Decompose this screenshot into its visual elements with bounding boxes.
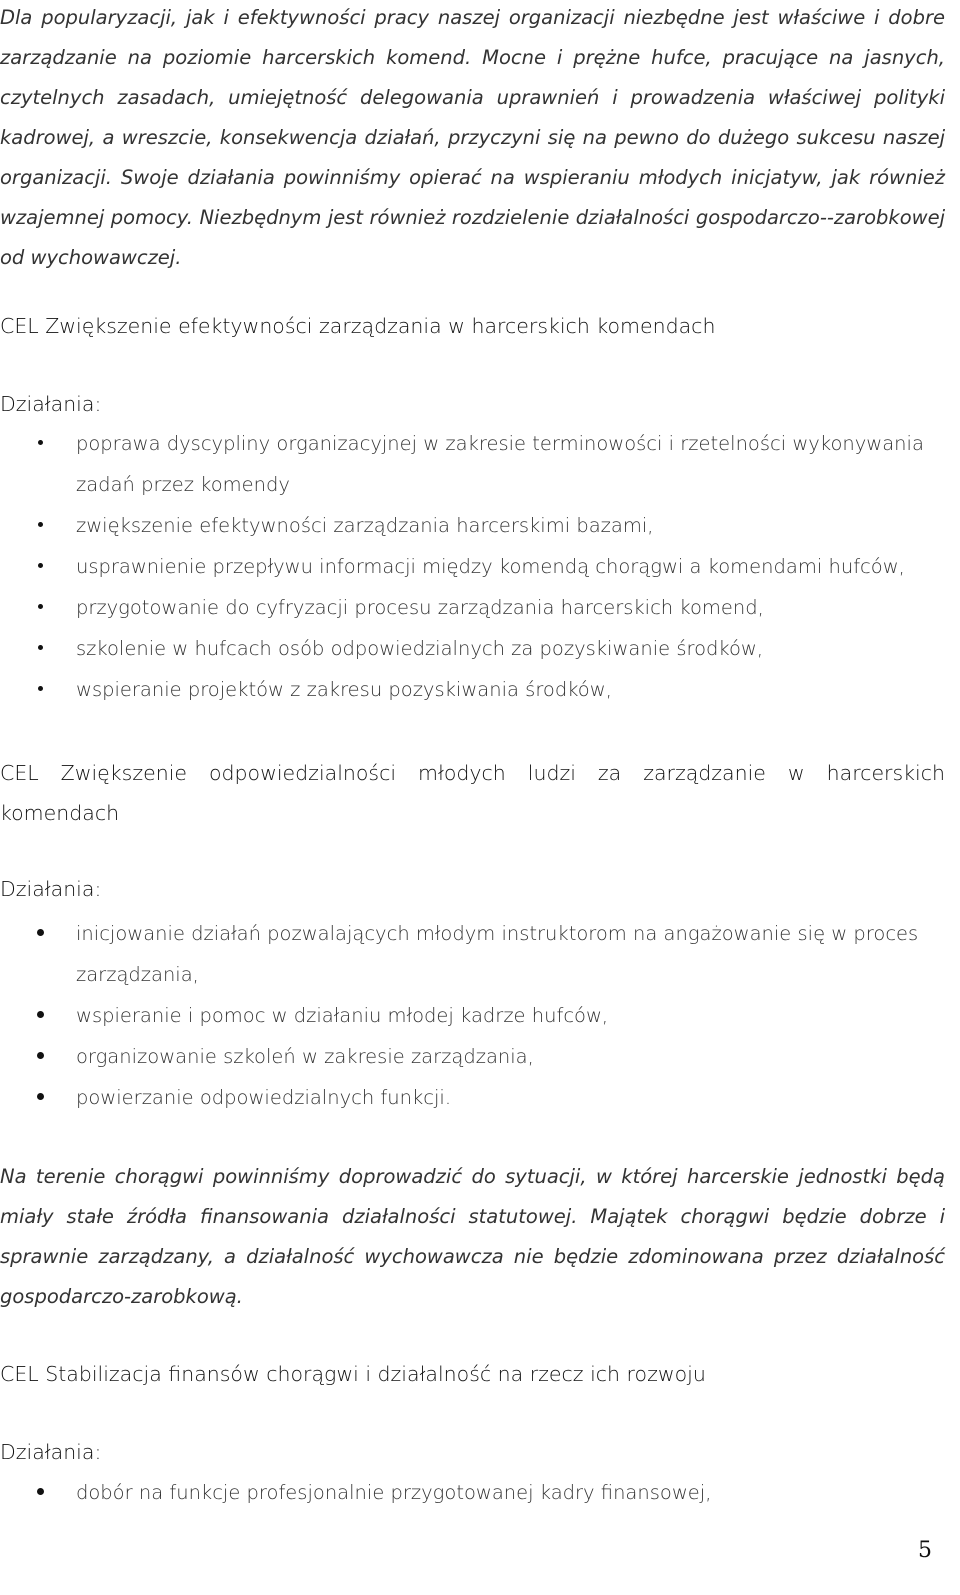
list-item: powierzanie odpowiedzialnych funkcji.: [0, 1077, 945, 1118]
list-item: wspieranie i pomoc w działaniu młodej kadrze hufców,: [0, 995, 945, 1036]
list-item: zwiększenie efektywności zarządzania harcerskimi bazami,: [0, 505, 945, 546]
actions-label: Działania:: [0, 877, 102, 901]
list-item: inicjowanie działań pozwalających młodym instruktorom na angażowanie się w proces zarządzania,: [0, 913, 945, 995]
section-heading: CEL Zwiększenie efektywności zarządzania w harcerskich komendach: [0, 314, 716, 338]
list-item: usprawnienie przepływu informacji między komendą chorągwi a komendami hufców,: [0, 546, 945, 587]
list-item: przygotowanie do cyfryzacji procesu zarządzania harcerskich komend,: [0, 587, 945, 628]
bullet-icon: [37, 1011, 44, 1018]
list-item: poprawa dyscypliny organizacyjnej w zakresie terminowości i rzetelności wykonywania zadań przez komendy: [0, 423, 945, 505]
bullet-icon: [38, 686, 43, 691]
bullet-icon: [38, 645, 43, 650]
bullet-icon: [38, 563, 43, 568]
bullet-icon: [37, 1093, 44, 1100]
intro-paragraph: Dla popularyzacji, jak i efektywności pracy naszej organizacji niezbędne jest właściwe i dobre zarządzanie na poziomie harcerskich komend. Mocne i prężne hufce, pracujące na jasnych, czytelnych zasadach, umiejętność delegowania uprawnień i prowadzenia właściwej polityki kadrowej, a wreszcie, konsekwencja działań, przyczyni się na pewno do dużego sukcesu naszej organizacji. Swoje działania powinniśmy opierać na wspieraniu młodych inicjatyw, jak również wzajemnej pomocy. Niezbędnym jest również rozdzielenie działalności gospodarczo--zarobkowej od wychowawczej.: [0, 6, 945, 269]
actions-label: Działania:: [0, 392, 102, 416]
bullet-icon: [37, 1488, 44, 1495]
bullet-icon: [37, 1052, 44, 1059]
list-item: wspieranie projektów z zakresu pozyskiwania środków,: [0, 669, 945, 710]
bullet-icon: [38, 522, 43, 527]
list-item: szkolenie w hufcach osób odpowiedzialnych za pozyskiwanie środków,: [0, 628, 945, 669]
page-number: 5: [918, 1538, 932, 1563]
section-heading: CEL Stabilizacja finansów chorągwi i działalność na rzecz ich rozwoju: [0, 1362, 706, 1386]
actions-list: [0, 423, 945, 710]
section-heading: CEL Zwiększenie odpowiedzialności młodych ludzi za zarządzanie w harcerskich komendach: [0, 761, 945, 825]
bullet-icon: [38, 440, 43, 445]
list-item: organizowanie szkoleń w zakresie zarządzania,: [0, 1036, 945, 1077]
bullet-icon: [37, 929, 44, 936]
middle-paragraph: Na terenie chorągwi powinniśmy doprowadzić do sytuacji, w której harcerskie jednostki będą miały stałe źródła finansowania działalności statutowej. Majątek chorągwi będzie dobrze i sprawnie zarządzany, a działalność wychowawcza nie będzie zdominowana przez działalność gospodarczo-zarobkową.: [0, 1165, 945, 1308]
actions-label: Działania:: [0, 1440, 102, 1464]
actions-list: [0, 913, 945, 1118]
list-item: dobór na funkcje profesjonalnie przygotowanej kadry finansowej,: [0, 1472, 945, 1513]
bullet-icon: [38, 604, 43, 609]
actions-list: [0, 1472, 945, 1513]
